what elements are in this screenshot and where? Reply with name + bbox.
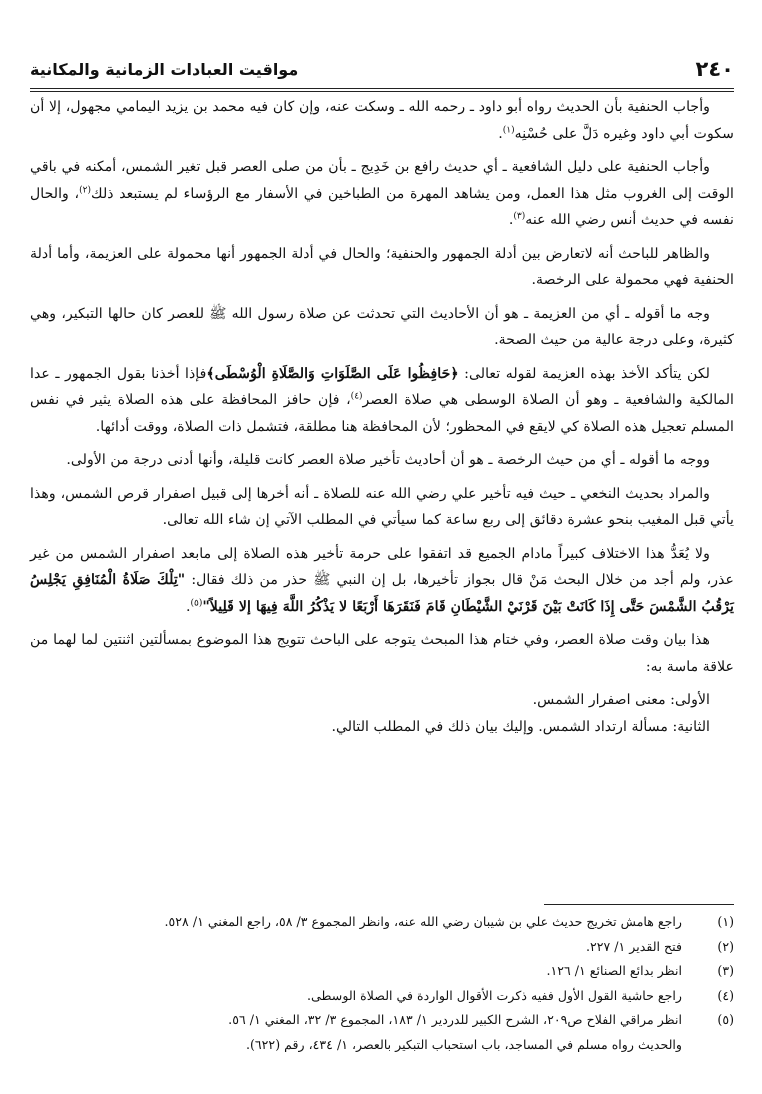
paragraph: هذا بيان وقت صلاة العصر، وفي ختام هذا المبحث يتوجه على الباحث تتويج هذا الموضوع بمسألتين اثنتين لما لهما من علاقة ماسة به:	[30, 632, 734, 675]
footnotes	[34, 910, 734, 1057]
footnote: (٢) فتح القدير ١/ ٢٢٧.	[585, 938, 734, 954]
paragraph: ووجه ما أقوله ـ أي من حيث الرخصة ـ هو أن أحاديث تأخير صلاة العصر كانت قليلة، وأنها أدنى درجة من الأولى.	[66, 452, 710, 468]
list-item: الثانية: مسألة ارتداد الشمس. وإليك بيان ذلك في المطلب التالي.	[331, 718, 710, 735]
footnote: (٥) انظر مراقي الفلاح ص٢٠٩، الشرح الكبير للدردير ١/ ١٨٣، المجموع ٣/ ٣٢، المغني ١/ ٥٦.	[228, 1012, 734, 1027]
paragraph: وأجاب الحنفية على دليل الشافعية ـ أي حديث رافع بن خَدِيج ـ بأن من صلى العصر قبل تغير الشمس، أمكنه في باقي الوقت إلى الغروب مثل هذا العمل، ومن يشاهد المهرة من الطباخين في الأسفار مع الرؤساء لم يستبعد ذلك$^{(٢)}$، والحال نفسه في حديث أنس رضي الله عنه$^{(٣)}$.	[30, 159, 734, 228]
header-rule	[30, 88, 734, 92]
paragraph: والظاهر للباحث أنه لاتعارض بين أدلة الجمهور والحنفية؛ والحال في أدلة الجمهور أنها محمولة على العزيمة، وأما أدلة الحنفية فهي محمولة على الرخصة.	[30, 245, 734, 288]
page-header	[30, 50, 734, 88]
quran-quote: ﴿حَافِظُوا عَلَى الصَّلَوَاتِ وَالصَّلَاةِ الْوُسْطَى﴾	[206, 365, 459, 382]
running-title: مواقيت العبادات الزمانية والمكانية	[30, 59, 299, 79]
paragraph: والمراد بحديث النخعي ـ حيث فيه تأخير علي رضي الله عنه للصلاة ـ أنه أخرها إلى قبيل اصفرار قرص الشمس، وهذا يأتي قبل المغيب بنحو عشرة دقائق إلى ربع ساعة كما سيأتي في المطلب الآتي إن شاء الله تعالى.	[30, 485, 734, 528]
footnote: (١) راجع هامش تخريج حديث علي بن شيبان رضي الله عنه، وانظر المجموع ٣/ ٥٨، راجع المغني ١/ ٥٢٨.	[164, 914, 734, 929]
page-number: ٢٤٠	[695, 57, 734, 81]
footnote: (٤) راجع حاشية القول الأول ففيه ذكرت الأقوال الواردة في الصلاة الوسطى.	[306, 987, 734, 1003]
footnote-rule	[544, 904, 734, 905]
footnote-continuation: والحديث رواه مسلم في المساجد، باب استحباب التبكير بالعصر، ١/ ٤٣٤، رقم (٦٢٢).	[245, 1036, 682, 1052]
main-text	[30, 94, 734, 740]
list-item: الأولى: معنى اصفرار الشمس.	[532, 692, 710, 708]
paragraph: وأجاب الحنفية بأن الحديث رواه أبو داود ـ رحمه الله ـ وسكت عنه، وإن كان فيه محمد بن يزيد اليمامي مجهول، إلا أن سكوت أبي داود وغيره دَلَّ على حُسْنِه$^{(١)}$.	[30, 99, 734, 142]
paragraph: لكن يتأكد الأخذ بهذه العزيمة لقوله تعالى: ﴿حَافِظُوا عَلَى الصَّلَوَاتِ وَالصَّلَاةِ الْوُسْطَى﴾فإذا أخذنا بقول الجمهور ـ عدا المالكية والشافعية ـ وهو أن الصلاة الوسطى هي صلاة العصر$^{(٤)}$، فإن حافز المحافظة على هذه الصلاة يثير في نفس المسلم تعجيل هذه الصلاة كي لايقع في المحظور؛ لأن المحافظة هنا مطلقة، فتشمل ذات الصلاة، ووقت أدائها.	[30, 365, 734, 435]
paragraph: ولا يُعَدُّ هذا الاختلاف كبيراً مادام الجميع قد اتفقوا على حرمة تأخير هذه الصلاة إلى مابعد اصفرار الشمس من غير عذر، ولم أجد من خلال البحث مَنْ قال بجواز تأخيرها، بل إن النبي ﷺ حذر من ذلك فقال: "تِلْكَ صَلَاةُ الْمُنَافِقِ يَجْلِسُ يَرْقُبُ الشَّمْسَ حَتَّى إِذَا كَانَتْ بَيْنَ قَرْنَيْ الشَّيْطَانِ قَامَ فَنَقَرَهَا أَرْبَعًا لا يَذْكُرُ اللَّهَ فِيهَا إلا قَلِيلاً"$^{(٥)}$.	[30, 545, 734, 615]
hadith-quote: "تِلْكَ صَلَاةُ الْمُنَافِقِ يَجْلِسُ يَرْقُبُ الشَّمْسَ حَتَّى إِذَا كَانَتْ بَيْنَ قَرْنَيْ الشَّيْطَانِ قَامَ فَنَقَرَهَا أَرْبَعًا لا يَذْكُرُ اللَّهَ فِيهَا إلا قَلِيلاً"	[30, 572, 734, 615]
footnote: (٣) انظر بدائع الصنائع ١/ ١٢٦.	[546, 963, 734, 978]
paragraph: وجه ما أقوله ـ أي من العزيمة ـ هو أن الأحاديث التي تحدثت عن صلاة رسول الله ﷺ للعصر كان حالها التبكير، وهي كثيرة، وعلى درجة عالية من حيث الصحة.	[30, 305, 734, 348]
